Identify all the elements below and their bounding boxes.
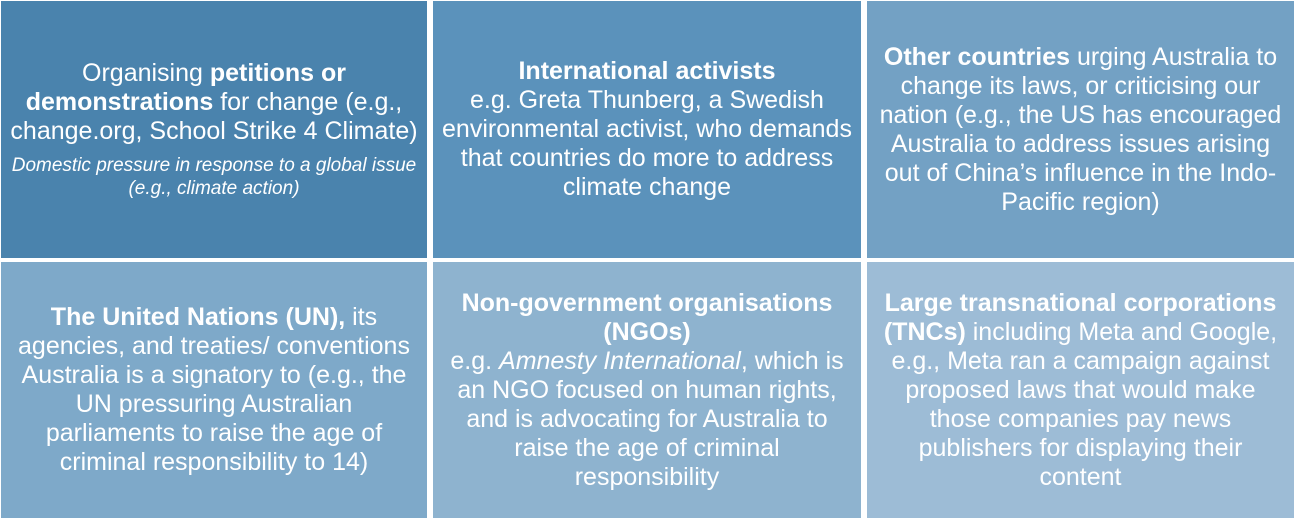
tile-ngos-org-name: Amnesty International	[499, 346, 741, 375]
tile-ngos-title: Non-government organisations (NGOs)	[461, 288, 833, 346]
tile-ngos-text	[441, 289, 853, 492]
tile-petitions	[1, 1, 427, 258]
tile-tncs-title: Large transnational corporations (TNCs)	[883, 288, 1277, 346]
tile-petitions-intro: Organising	[82, 59, 210, 87]
tile-un-text	[9, 303, 419, 477]
tile-countries-text	[875, 43, 1286, 217]
tile-united-nations	[1, 262, 427, 518]
tile-activists-body: e.g. Greta Thunberg, a Swedish environmental activist, who demands that countries do more to address climate change	[442, 86, 852, 201]
tile-countries-body: urging Australia to change its laws, or criticising our nation (e.g., the US has encouraged Australia to address issues arising out of China’s influence in the Indo-Pacific region)	[879, 42, 1282, 216]
tile-countries-title: Other countries	[883, 42, 1071, 71]
tile-activists-text	[441, 57, 853, 202]
tile-activists-title: International activists	[518, 57, 776, 85]
tile-ngos	[433, 262, 861, 518]
tile-petitions-body: for change (e.g., change.org, School Strike 4 Climate)	[10, 88, 418, 145]
tile-petitions-note: Domestic pressure in response to a global issue (e.g., climate action)	[11, 155, 417, 199]
tile-tncs-body: including Meta and Google, e.g., Meta ran a campaign against proposed laws that would make those companies pay news publishers for displaying their content	[891, 317, 1278, 491]
tile-petitions-text	[9, 59, 419, 146]
tile-tncs-text	[875, 289, 1286, 492]
tile-petitions-title: petitions or demonstrations	[25, 59, 346, 116]
tile-other-countries	[867, 1, 1294, 258]
tile-ngos-prefix: e.g.	[450, 346, 500, 375]
tile-international-activists	[433, 1, 861, 258]
tile-ngos-body: , which is an NGO focused on human rights, and is advocating for Australia to raise the age of criminal responsibility	[457, 346, 844, 491]
tile-tncs	[867, 262, 1294, 518]
tile-un-body: its agencies, and treaties/ conventions Australia is a signatory to (e.g., the UN pressuring Australian parliaments to raise the age of criminal responsibility to 14)	[18, 303, 410, 476]
tile-un-title: The United Nations (UN),	[50, 303, 346, 331]
